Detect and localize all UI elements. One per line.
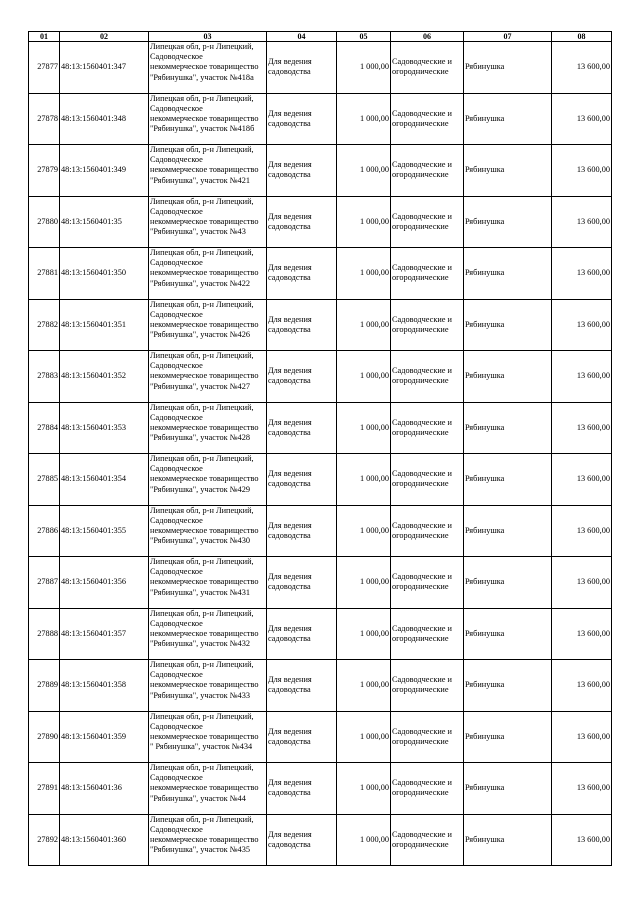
land-category-cell [391, 454, 464, 506]
land-category-line: Садоводческие и [392, 263, 452, 273]
address-cell [149, 763, 267, 815]
address-line: Липецкая обл, р-н Липецкий, [150, 711, 254, 721]
address-cell [149, 145, 267, 197]
permitted-use-line: Для ведения [268, 160, 312, 170]
address-line: Липецкая обл, р-н Липецкий, [150, 145, 254, 154]
partnership-name-cell: Рябинушка [464, 93, 552, 145]
table-row [29, 402, 612, 454]
address-line: Садоводческое [150, 103, 203, 113]
address-line: некоммерческое товарищество [150, 628, 259, 638]
cadastral-value-cell: 13 600,00 [552, 814, 612, 866]
address-cell [149, 42, 267, 94]
address-cell [149, 402, 267, 454]
address-line: "Рябинушка", участок №422 [150, 278, 251, 288]
address-line: Липецкая обл, р-н Липецкий, [150, 660, 254, 669]
land-category-line: Садоводческие и [392, 726, 452, 736]
address-cell [149, 299, 267, 351]
permitted-use-line: садоводства [268, 273, 311, 283]
land-category-line: огороднические [392, 376, 449, 386]
address-line: "Рябинушка", участок №429 [150, 484, 251, 494]
address-line: "Рябинушка", участок №418а [150, 72, 254, 82]
address-line: Садоводческое [150, 412, 203, 422]
land-category-cell [391, 196, 464, 248]
record-number-cell: 27887 [29, 557, 60, 609]
address-line: Липецкая обл, р-н Липецкий, [150, 299, 254, 309]
cadastral-number-cell: 48:13:1560401:35 [60, 196, 149, 248]
land-category-line: огороднические [392, 839, 449, 849]
cadastral-number-cell: 48:13:1560401:358 [60, 660, 149, 712]
record-number-cell: 27879 [29, 145, 60, 197]
cadastral-number-cell: 48:13:1560401:357 [60, 608, 149, 660]
land-category-cell [391, 608, 464, 660]
address-line: Садоводческое [150, 824, 203, 834]
permitted-use-line: Для ведения [268, 520, 312, 530]
permitted-use-cell [267, 299, 337, 351]
column-header: 04 [267, 32, 337, 42]
land-category-line: Садоводческие и [392, 623, 452, 633]
table-row [29, 608, 612, 660]
permitted-use-cell [267, 248, 337, 300]
land-category-line: Садоводческие и [392, 211, 452, 221]
area-cell: 1 000,00 [337, 557, 391, 609]
address-line: Садоводческое [150, 361, 203, 371]
table-row [29, 351, 612, 403]
land-category-line: Садоводческие и [392, 417, 452, 427]
address-line: некоммерческое товарищество [150, 783, 259, 793]
address-line: Садоводческое [150, 155, 203, 165]
cadastral-number-cell: 48:13:1560401:359 [60, 711, 149, 763]
land-category-cell [391, 557, 464, 609]
land-category-line: Садоводческие и [392, 520, 452, 530]
area-cell: 1 000,00 [337, 299, 391, 351]
address-line: Липецкая обл, р-н Липецкий, [150, 814, 254, 824]
address-line: некоммерческое товарищество [150, 268, 259, 278]
permitted-use-cell [267, 454, 337, 506]
address-line: Липецкая обл, р-н Липецкий, [150, 454, 254, 463]
record-number-cell: 27878 [29, 93, 60, 145]
address-line: Садоводческое [150, 52, 203, 62]
partnership-name-cell: Рябинушка [464, 557, 552, 609]
land-category-cell [391, 248, 464, 300]
address-line: Липецкая обл, р-н Липецкий, [150, 557, 254, 566]
address-line: " Рябинушка", участок №434 [150, 742, 253, 752]
address-line: Липецкая обл, р-н Липецкий, [150, 763, 254, 772]
table-row [29, 454, 612, 506]
cadastral-value-cell: 13 600,00 [552, 93, 612, 145]
table-row [29, 660, 612, 712]
land-category-line: Садоводческие и [392, 108, 452, 118]
land-category-cell [391, 93, 464, 145]
permitted-use-line: садоводства [268, 67, 311, 77]
land-category-cell [391, 814, 464, 866]
area-cell: 1 000,00 [337, 505, 391, 557]
permitted-use-line: Для ведения [268, 572, 312, 582]
permitted-use-cell [267, 763, 337, 815]
land-category-line: огороднические [392, 170, 449, 180]
land-category-cell [391, 299, 464, 351]
area-cell: 1 000,00 [337, 454, 391, 506]
address-line: Липецкая обл, р-н Липецкий, [150, 248, 254, 257]
permitted-use-cell [267, 93, 337, 145]
address-line: Липецкая обл, р-н Липецкий, [150, 505, 254, 515]
address-line: некоммерческое товарищество [150, 216, 259, 226]
record-number-cell: 27884 [29, 402, 60, 454]
address-cell [149, 711, 267, 763]
address-line: некоммерческое товарищество [150, 680, 259, 690]
column-header: 08 [552, 32, 612, 42]
permitted-use-cell [267, 505, 337, 557]
area-cell: 1 000,00 [337, 711, 391, 763]
area-cell: 1 000,00 [337, 248, 391, 300]
cadastral-value-cell: 13 600,00 [552, 402, 612, 454]
address-line: некоммерческое товарищество [150, 62, 259, 72]
address-line: "Рябинушка", участок №432 [150, 639, 251, 649]
cadastral-number-cell: 48:13:1560401:350 [60, 248, 149, 300]
address-cell [149, 557, 267, 609]
address-cell [149, 608, 267, 660]
land-category-line: огороднические [392, 479, 449, 489]
address-line: Садоводческое [150, 773, 203, 783]
partnership-name-cell: Рябинушка [464, 608, 552, 660]
land-category-cell [391, 402, 464, 454]
address-line: "Рябинушка", участок №431 [150, 587, 251, 597]
partnership-name-cell: Рябинушка [464, 660, 552, 712]
permitted-use-line: Для ведения [268, 108, 312, 118]
cadastral-number-cell: 48:13:1560401:352 [60, 351, 149, 403]
permitted-use-line: садоводства [268, 530, 311, 540]
address-line: некоммерческое товарищество [150, 319, 259, 329]
partnership-name-cell: Рябинушка [464, 42, 552, 94]
partnership-name-cell: Рябинушка [464, 145, 552, 197]
address-line: некоммерческое товарищество [150, 525, 259, 535]
permitted-use-cell [267, 402, 337, 454]
address-line: "Рябинушка", участок №428 [150, 433, 251, 443]
land-category-line: огороднические [392, 530, 449, 540]
address-line: Липецкая обл, р-н Липецкий, [150, 351, 254, 360]
permitted-use-line: садоводства [268, 479, 311, 489]
permitted-use-line: садоводства [268, 839, 311, 849]
partnership-name-cell: Рябинушка [464, 814, 552, 866]
permitted-use-cell [267, 145, 337, 197]
cadastral-value-cell: 13 600,00 [552, 505, 612, 557]
address-line: Садоводческое [150, 721, 203, 731]
cadastral-number-cell: 48:13:1560401:348 [60, 93, 149, 145]
address-cell [149, 196, 267, 248]
cadastral-number-cell: 48:13:1560401:355 [60, 505, 149, 557]
permitted-use-cell [267, 711, 337, 763]
land-category-line: огороднические [392, 736, 449, 746]
address-line: "Рябинушка", участок №44 [150, 793, 246, 803]
address-line: некоммерческое товарищество [150, 834, 259, 844]
table-row [29, 763, 612, 815]
permitted-use-cell [267, 608, 337, 660]
cadastral-number-cell: 48:13:1560401:349 [60, 145, 149, 197]
record-number-cell: 27882 [29, 299, 60, 351]
land-category-cell [391, 505, 464, 557]
registry-body [29, 42, 612, 866]
column-header: 01 [29, 32, 60, 42]
address-cell [149, 814, 267, 866]
address-line: некоммерческое товарищество [150, 422, 259, 432]
address-line: "Рябинушка", участок №43 [150, 227, 246, 237]
record-number-cell: 27877 [29, 42, 60, 94]
cadastral-value-cell: 13 600,00 [552, 351, 612, 403]
address-line: некоммерческое товарищество [150, 474, 259, 484]
permitted-use-line: Для ведения [268, 417, 312, 427]
area-cell: 1 000,00 [337, 660, 391, 712]
column-header: 02 [60, 32, 149, 42]
address-cell [149, 454, 267, 506]
address-line: некоммерческое товарищество [150, 165, 259, 175]
column-header: 03 [149, 32, 267, 42]
area-cell: 1 000,00 [337, 608, 391, 660]
land-category-cell [391, 42, 464, 94]
address-line: Садоводческое [150, 206, 203, 216]
permitted-use-cell [267, 557, 337, 609]
permitted-use-cell [267, 660, 337, 712]
permitted-use-cell [267, 42, 337, 94]
cadastral-value-cell: 13 600,00 [552, 454, 612, 506]
permitted-use-line: Для ведения [268, 366, 312, 376]
address-cell [149, 93, 267, 145]
cadastral-value-cell: 13 600,00 [552, 145, 612, 197]
address-cell [149, 248, 267, 300]
table-row [29, 505, 612, 557]
permitted-use-line: Для ведения [268, 57, 312, 67]
land-category-line: Садоводческие и [392, 778, 452, 788]
land-category-line: Садоводческие и [392, 572, 452, 582]
area-cell: 1 000,00 [337, 145, 391, 197]
land-category-line: Садоводческие и [392, 314, 452, 324]
partnership-name-cell: Рябинушка [464, 505, 552, 557]
address-line: Садоводческое [150, 464, 203, 474]
area-cell: 1 000,00 [337, 402, 391, 454]
registry-table [28, 31, 612, 866]
cadastral-number-cell: 48:13:1560401:360 [60, 814, 149, 866]
table-row [29, 557, 612, 609]
address-line: Садоводческое [150, 258, 203, 268]
cadastral-number-cell: 48:13:1560401:354 [60, 454, 149, 506]
partnership-name-cell: Рябинушка [464, 763, 552, 815]
address-line: Липецкая обл, р-н Липецкий, [150, 93, 254, 103]
cadastral-value-cell: 13 600,00 [552, 196, 612, 248]
land-category-cell [391, 351, 464, 403]
permitted-use-line: садоводства [268, 582, 311, 592]
address-cell [149, 660, 267, 712]
table-row [29, 248, 612, 300]
table-row [29, 145, 612, 197]
land-category-line: огороднические [392, 67, 449, 77]
permitted-use-line: садоводства [268, 170, 311, 180]
cadastral-number-cell: 48:13:1560401:353 [60, 402, 149, 454]
record-number-cell: 27889 [29, 660, 60, 712]
partnership-name-cell: Рябинушка [464, 299, 552, 351]
address-line: "Рябинушка", участок №433 [150, 690, 251, 700]
area-cell: 1 000,00 [337, 763, 391, 815]
table-row [29, 711, 612, 763]
record-number-cell: 27883 [29, 351, 60, 403]
address-line: некоммерческое товарищество [150, 577, 259, 587]
cadastral-number-cell: 48:13:1560401:351 [60, 299, 149, 351]
permitted-use-line: садоводства [268, 736, 311, 746]
permitted-use-cell [267, 196, 337, 248]
land-category-line: Садоводческие и [392, 57, 452, 67]
address-line: "Рябинушка", участок №435 [150, 845, 251, 855]
land-category-line: огороднические [392, 788, 449, 798]
permitted-use-line: садоводства [268, 633, 311, 643]
permitted-use-cell [267, 351, 337, 403]
land-category-line: огороднические [392, 118, 449, 128]
address-line: Садоводческое [150, 567, 203, 577]
land-category-line: огороднические [392, 685, 449, 695]
address-line: Липецкая обл, р-н Липецкий, [150, 42, 254, 51]
address-line: Липецкая обл, р-н Липецкий, [150, 608, 254, 618]
area-cell: 1 000,00 [337, 196, 391, 248]
permitted-use-cell [267, 814, 337, 866]
land-category-line: огороднические [392, 582, 449, 592]
land-category-line: Садоводческие и [392, 675, 452, 685]
cadastral-value-cell: 13 600,00 [552, 763, 612, 815]
land-category-cell [391, 660, 464, 712]
record-number-cell: 27885 [29, 454, 60, 506]
permitted-use-line: Для ведения [268, 211, 312, 221]
permitted-use-line: Для ведения [268, 263, 312, 273]
column-header: 06 [391, 32, 464, 42]
area-cell: 1 000,00 [337, 42, 391, 94]
land-category-line: огороднические [392, 427, 449, 437]
address-line: Садоводческое [150, 618, 203, 628]
area-cell: 1 000,00 [337, 351, 391, 403]
land-category-cell [391, 145, 464, 197]
permitted-use-line: садоводства [268, 427, 311, 437]
record-number-cell: 27880 [29, 196, 60, 248]
table-row [29, 196, 612, 248]
record-number-cell: 27886 [29, 505, 60, 557]
permitted-use-line: садоводства [268, 221, 311, 231]
table-row [29, 814, 612, 866]
record-number-cell: 27888 [29, 608, 60, 660]
permitted-use-line: садоводства [268, 118, 311, 128]
record-number-cell: 27891 [29, 763, 60, 815]
address-line: Садоводческое [150, 309, 203, 319]
permitted-use-line: садоводства [268, 376, 311, 386]
partnership-name-cell: Рябинушка [464, 351, 552, 403]
cadastral-number-cell: 48:13:1560401:36 [60, 763, 149, 815]
address-line: Липецкая обл, р-н Липецкий, [150, 402, 254, 412]
land-category-line: огороднические [392, 633, 449, 643]
address-line: некоммерческое товарищество [150, 113, 259, 123]
address-line: "Рябинушка", участок №426 [150, 330, 251, 340]
land-category-line: Садоводческие и [392, 160, 452, 170]
cadastral-number-cell: 48:13:1560401:356 [60, 557, 149, 609]
land-category-line: огороднические [392, 273, 449, 283]
address-line: "Рябинушка", участок №430 [150, 536, 251, 546]
address-line: некоммерческое товарищество [150, 371, 259, 381]
permitted-use-line: садоводства [268, 324, 311, 334]
land-category-line: Садоводческие и [392, 829, 452, 839]
table-row [29, 93, 612, 145]
address-line: Липецкая обл, р-н Липецкий, [150, 196, 254, 206]
table-row [29, 299, 612, 351]
permitted-use-line: садоводства [268, 685, 311, 695]
permitted-use-line: Для ведения [268, 675, 312, 685]
cadastral-value-cell: 13 600,00 [552, 557, 612, 609]
address-cell [149, 505, 267, 557]
address-line: "Рябинушка", участок №427 [150, 381, 251, 391]
column-header: 05 [337, 32, 391, 42]
land-category-line: Садоводческие и [392, 366, 452, 376]
cadastral-value-cell: 13 600,00 [552, 711, 612, 763]
land-category-cell [391, 711, 464, 763]
cadastral-number-cell: 48:13:1560401:347 [60, 42, 149, 94]
partnership-name-cell: Рябинушка [464, 196, 552, 248]
land-category-line: огороднические [392, 324, 449, 334]
permitted-use-line: Для ведения [268, 314, 312, 324]
permitted-use-line: Для ведения [268, 726, 312, 736]
permitted-use-line: Для ведения [268, 469, 312, 479]
record-number-cell: 27892 [29, 814, 60, 866]
table-row [29, 42, 612, 94]
partnership-name-cell: Рябинушка [464, 402, 552, 454]
land-category-line: огороднические [392, 221, 449, 231]
partnership-name-cell: Рябинушка [464, 248, 552, 300]
address-line: "Рябинушка", участок №418б [150, 124, 255, 134]
cadastral-value-cell: 13 600,00 [552, 608, 612, 660]
column-header: 07 [464, 32, 552, 42]
permitted-use-line: Для ведения [268, 778, 312, 788]
address-line: "Рябинушка", участок №421 [150, 175, 251, 185]
permitted-use-line: Для ведения [268, 829, 312, 839]
cadastral-value-cell: 13 600,00 [552, 660, 612, 712]
record-number-cell: 27890 [29, 711, 60, 763]
land-category-cell [391, 763, 464, 815]
land-category-line: Садоводческие и [392, 469, 452, 479]
partnership-name-cell: Рябинушка [464, 711, 552, 763]
cadastral-value-cell: 13 600,00 [552, 42, 612, 94]
header-row [29, 32, 612, 42]
area-cell: 1 000,00 [337, 93, 391, 145]
permitted-use-line: садоводства [268, 788, 311, 798]
partnership-name-cell: Рябинушка [464, 454, 552, 506]
address-line: Садоводческое [150, 515, 203, 525]
permitted-use-line: Для ведения [268, 623, 312, 633]
address-line: Садоводческое [150, 670, 203, 680]
address-line: некоммерческое товарищество [150, 731, 259, 741]
cadastral-value-cell: 13 600,00 [552, 248, 612, 300]
area-cell: 1 000,00 [337, 814, 391, 866]
address-cell [149, 351, 267, 403]
record-number-cell: 27881 [29, 248, 60, 300]
cadastral-value-cell: 13 600,00 [552, 299, 612, 351]
